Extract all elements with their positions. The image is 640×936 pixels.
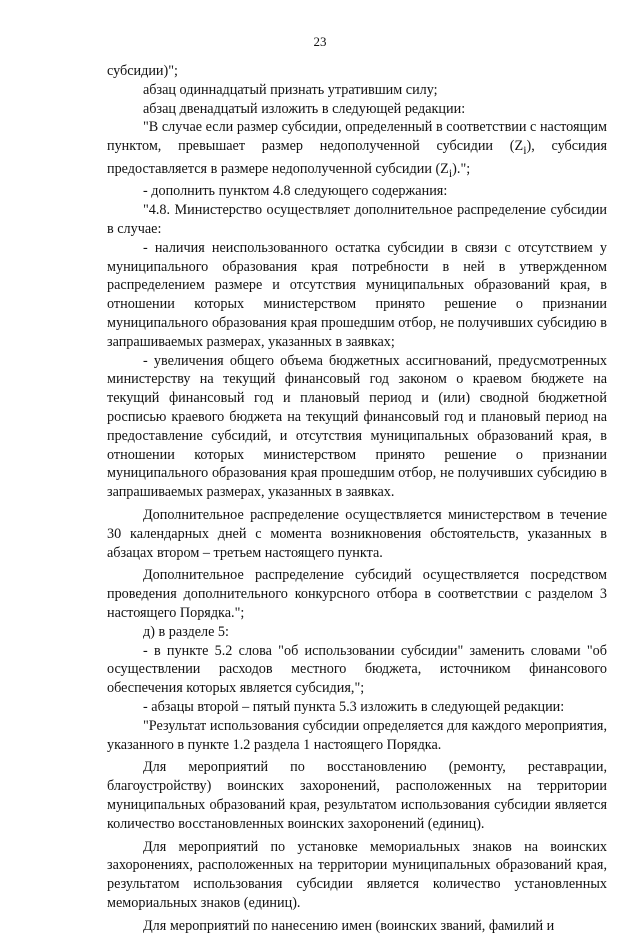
paragraph: Дополнительное распределение осуществляется министерством в течение 30 календарных дней с момента возникновения обстоятельств, указанных в абзацах втором – третьем настоящего пункта. [107,506,607,561]
paragraph: "Результат использования субсидии определяется для каждого мероприятия, указанного в пункте 1.2 раздела 1 настоящего Порядка. [107,717,607,753]
subscript-i: i [523,143,527,158]
paragraph: субсидии)"; [107,63,178,79]
paragraph: - в пункте 5.2 слова "об использовании субсидии" заменить словами "об осуществлении расходов местного бюджета, источником финансового обеспечения которых является субсидия,"; [107,642,607,697]
paragraph: абзац двенадцатый изложить в следующей редакции: [143,100,466,117]
paragraph: "В случае если размер субсидии, определенный в соответствии с настоящим пунктом, превышает размер недополученной субсидии $(Z_i)$, субсидия предоставляется в размере недополученной субсидии $(Z_i)$."; [107,119,607,180]
paragraph: Для мероприятий по восстановлению (ремонту, реставрации, благоустройству) воинских захоронений, расположенных на территории муниципальных образований края, результатом использования субсидии является количество восстановленных воинских захоронений (единиц). [107,759,607,832]
paragraph: "4.8. Министерство осуществляет дополнительное распределение субсидии в случае: [107,202,607,238]
page-number: 23 [313,34,327,49]
paragraph: - абзацы второй – пятый пункта 5.3 изложить в следующей редакции: [143,698,565,715]
paragraph: Дополнительное распределение субсидий осуществляется посредством проведения дополнительного конкурсного отбора в соответствии с разделом 3 настоящего Порядка."; [107,567,607,621]
paragraph: - увеличения общего объема бюджетных ассигнований, предусмотренных министерству на текущий финансовый год законом о краевом бюджете на текущий финансовый год и плановый период и (или) сводной бюджетной росписью краевого бюджета на текущий финансовый год и плановый период на предоставление субсидий, и отсутствия муниципальных образований края, в отношении которых министерством принято решение о признании муниципального образования края прошедшим отбор, не получивших субсидию в запрашиваемых размерах, указанных в заявках. [107,352,607,501]
paragraph: д) в разделе 5: [143,623,229,640]
paragraph: - дополнить пунктом 4.8 следующего содержания: [143,183,448,200]
paragraph: абзац одиннадцатый признать утратившим силу; [143,81,438,98]
paragraph: - наличия неиспользованного остатка субсидии в связи с отсутствием у муниципального образования края потребности в ней в утвержденном распределением размере и отсутствия муниципальных образований края, в отношении которых министерством принято решение о признании муниципального образования края прошедшим отбор, не получивших субсидию в запрашиваемых размерах, указанных в заявках; [107,239,607,350]
paragraph: Для мероприятий по нанесению имен (воинских званий, фамилий и [143,917,555,934]
subscript-i: i [448,165,453,180]
document-body [107,62,607,936]
paragraph: Для мероприятий по установке мемориальных знаков на воинских захоронениях, расположенных на территории муниципальных образований края, результатом использования субсидии является количество установленных мемориальных знаков (единиц). [107,838,607,911]
